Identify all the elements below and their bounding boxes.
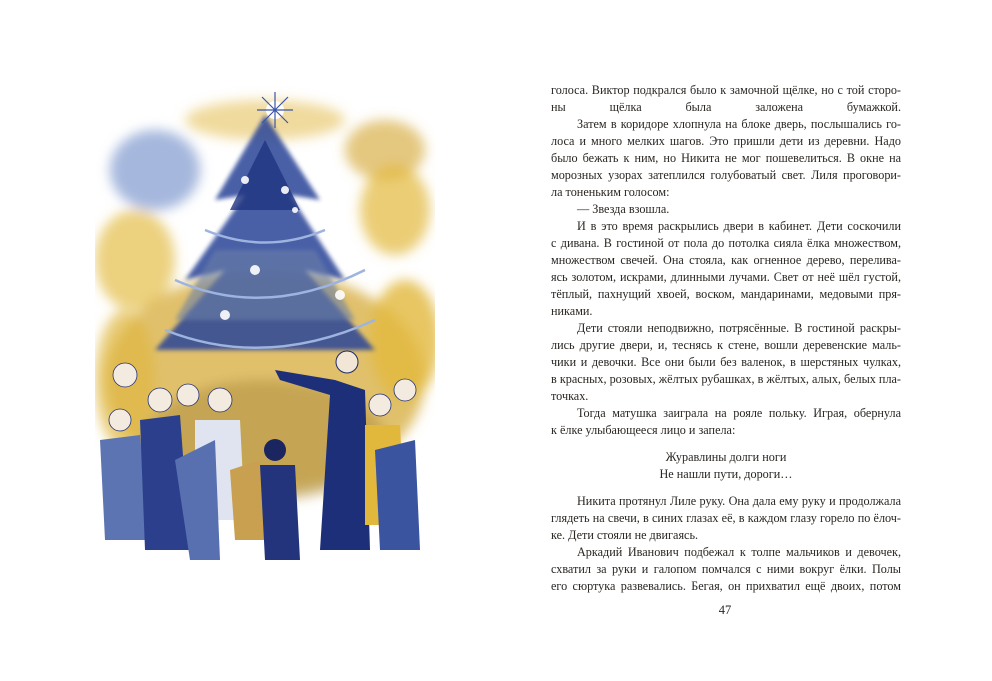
text-line: ла тоненьким голосом: (551, 185, 670, 199)
text-line: морозных узорах затеплился голубоватый свет. Лиля проговори- (551, 168, 901, 182)
text-line: к ёлке улыбающееся лицо и запела: (551, 423, 736, 437)
text-line: множеством свечей. Она стояла, как огненное дерево, перелива- (551, 253, 901, 267)
paragraph (551, 493, 901, 544)
text-line: И в это время раскрылись двери в кабинет. Дети соскочили (577, 219, 901, 233)
text-line: Тогда матушка заиграла на рояле польку. Играя, обернула (577, 406, 901, 420)
paragraph (551, 201, 901, 218)
text-line: Затем в коридоре хлопнула на блоке дверь, послышались го- (577, 117, 901, 131)
text-line: глядеть на свечи, в синих глазах её, в каждом глазу горело по ёлоч- (551, 511, 901, 525)
text-line: голоса. Виктор подкрался было к замочной щёлке, но с той сторо- (551, 83, 901, 97)
star-icon (257, 92, 293, 128)
text-line: точках. (551, 389, 589, 403)
text-line: лоса и много мелких шагов. Это пришли дети из деревни. Надо (551, 134, 901, 148)
text-line: с дивана. В гостиной от пола до потолка сияла ёлка множеством, (551, 236, 901, 250)
text-line: Дети стояли неподвижно, потрясённые. В гостиной раскры- (577, 321, 901, 335)
paragraph (551, 405, 901, 439)
text-line: — Звезда взошла. (577, 202, 670, 216)
paragraph (551, 218, 901, 320)
text-line: тёплый, пахнущий хвоей, воском, мандаринами, медовыми пря- (551, 287, 901, 301)
text-line: ны щёлка была заложена бумажкой. (551, 100, 901, 114)
page-number: 47 (718, 603, 732, 617)
text-line: чики и девочки. Все они были без валенок, в шерстяных чулках, (551, 355, 901, 369)
text-line: ясь золотом, искрами, длинными лучами. Свет от неё шёл густой, (551, 270, 901, 284)
text-line: лись другие двери, и, теснясь к стене, вошли деревенские маль- (551, 338, 901, 352)
paragraph (551, 544, 901, 595)
paragraph (551, 320, 901, 405)
text-line: схватил за руки и галопом помчался с ними вокруг ёлки. Полы (551, 562, 901, 576)
text-line: Никита протянул Лиле руку. Она дала ему руку и продолжала (577, 494, 901, 508)
text-line: ке. Дети стояли не двигаясь. (551, 528, 699, 542)
paragraph (551, 82, 901, 116)
christmas-tree-illustration (95, 80, 435, 585)
text-line: никами. (551, 304, 593, 318)
poem-verse (551, 449, 901, 483)
poem-line: Журавлины долги ноги (665, 450, 787, 464)
paragraph (551, 116, 901, 201)
text-line: его сюртука развевались. Бегая, он прихватил ещё двоих, потом (551, 579, 901, 593)
page-text (551, 82, 901, 595)
poem-line: Не нашли пути, дороги… (659, 467, 793, 481)
text-line: в красных, розовых, жёлтых рубашках, в жёлтых, алых, белых пла- (551, 372, 901, 386)
text-line: было бежать к ним, но Никита не мог пошевелиться. В окне на (551, 151, 901, 165)
text-line: Аркадий Иванович подбежал к толпе мальчиков и девочек, (577, 545, 901, 559)
